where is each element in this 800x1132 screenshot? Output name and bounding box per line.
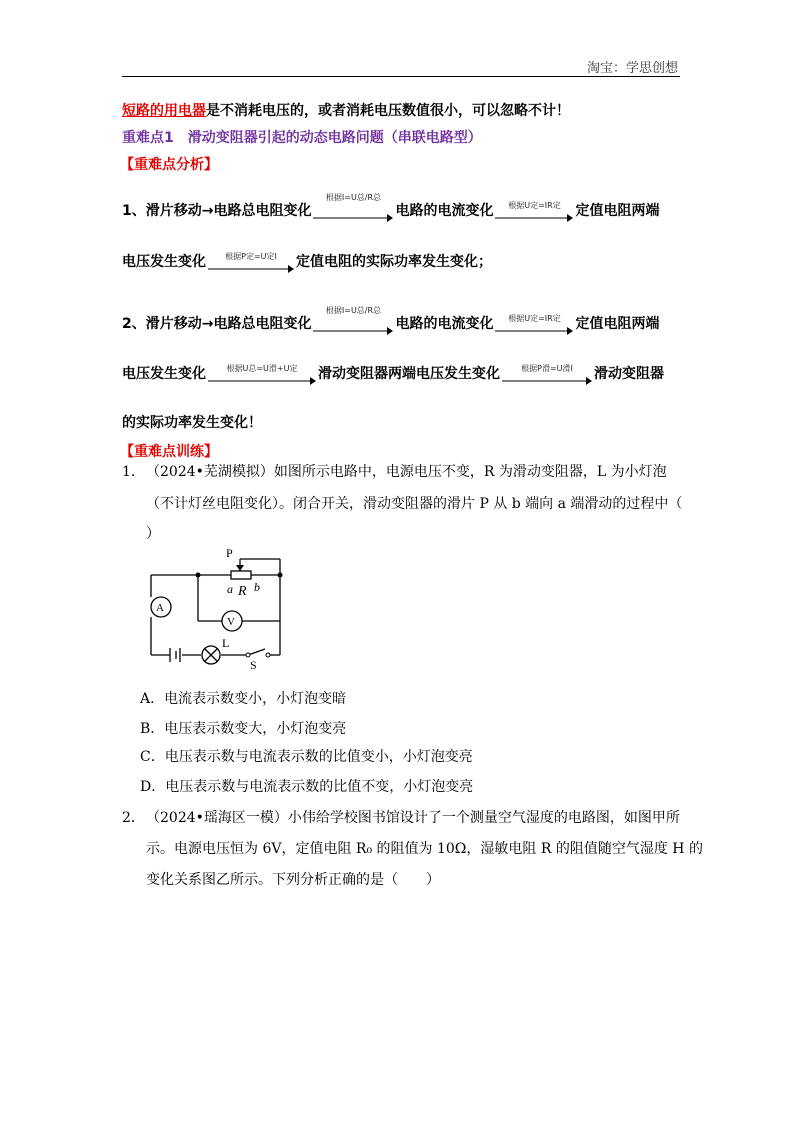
circuit-voltmeter-label: V — [227, 616, 235, 628]
chain1-arrow1-label: 根据I=U总/R总 — [325, 193, 382, 202]
q2-stem-line3: 变化关系图乙所示。下列分析正确的是（ ） — [146, 872, 440, 888]
chain2-arrow3 — [208, 359, 316, 389]
intro-line — [122, 100, 570, 120]
chain2-step2: 电路的电流变化 — [395, 316, 494, 332]
chain2-step4: 电压发生变化 — [122, 366, 206, 382]
circuit-label-R: R — [238, 584, 247, 599]
q1-option-d: D．电压表示数与电流表示数的比值不变，小灯泡变亮 — [140, 779, 474, 795]
training-heading: 【重难点训练】 — [120, 444, 218, 460]
chain1-step2: 电路的电流变化 — [395, 203, 494, 219]
chain2-arrow3-label: 根据U总=U滑+U定 — [226, 364, 298, 373]
chain1-arrow2 — [495, 196, 573, 226]
chain2-line2 — [122, 359, 664, 391]
circuit-lamp-label: L — [222, 636, 230, 650]
q1-option-a: A．电流表示数变小，小灯泡变暗 — [140, 691, 347, 707]
circuit-label-b: b — [254, 580, 260, 594]
chain2-line1 — [122, 306, 660, 341]
chain2-arrow1-label: 根据I=U总/R总 — [325, 306, 382, 315]
chain1-step4: 电压发生变化 — [122, 254, 206, 270]
circuit-ammeter-label: A — [156, 602, 164, 614]
q1-circuit-diagram — [130, 545, 300, 675]
chain1-step5: 定值电阻的实际功率发生变化； — [296, 254, 492, 270]
chain1-step1: 1、滑片移动→电路总电阻变化 — [122, 203, 312, 219]
q1-stem-line1: （2024•芜湖模拟）如图所示电路中，电源电压不变，R 为滑动变阻器，L 为小灯泡 — [146, 464, 667, 480]
chain2-step1: 2、滑片移动→电路总电阻变化 — [122, 316, 312, 332]
chain2-step5: 滑动变阻器两端电压发生变化 — [318, 366, 500, 382]
q1-option-b: B．电压表示数变大，小灯泡变亮 — [140, 721, 347, 737]
q1-number: 1． — [122, 464, 145, 480]
chain1-arrow2-label: 根据U定=IR定 — [508, 201, 561, 210]
circuit-label-a: a — [227, 582, 233, 596]
section-title: 重难点1 滑动变阻器引起的动态电路问题（串联电路型） — [122, 130, 482, 146]
chain2-arrow2 — [495, 309, 573, 339]
analysis-heading: 【重难点分析】 — [120, 157, 218, 173]
q2-stem-line1: （2024•瑶海区一模）小伟给学校图书馆设计了一个测量空气湿度的电路图，如图甲所 — [146, 810, 680, 826]
chain2-step3: 定值电阻两端 — [575, 316, 660, 332]
circuit-label-P: P — [226, 546, 233, 560]
q2-number: 2． — [122, 810, 145, 826]
chain2-step6: 滑动变阻器 — [594, 366, 664, 382]
header-shop-name: 淘宝：学思创想 — [586, 61, 678, 76]
chain2-line3: 的实际功率发生变化！ — [122, 415, 262, 431]
header-rule — [122, 76, 680, 77]
q1-stem-line3: ） — [146, 526, 160, 542]
q2-stem-line2: 示。电源电压恒为 6V，定值电阻 R₀ 的阻值为 10Ω，湿敏电阻 R 的阻值随空气湿度 H 的 — [146, 841, 703, 857]
chain2-arrow1 — [313, 306, 393, 339]
chain1-line2 — [122, 247, 492, 279]
chain1-arrow1 — [313, 193, 393, 226]
q1-option-c: C．电压表示数与电流表示数的比值变小，小灯泡变亮 — [140, 749, 473, 765]
chain1-arrow3-label: 根据P定=U定I — [225, 252, 277, 261]
chain1-step3: 定值电阻两端 — [575, 203, 660, 219]
circuit-switch-label: S — [250, 658, 257, 672]
chain1-arrow3 — [208, 247, 294, 277]
q1-stem-line2: （不计灯丝电阻变化）。闭合开关，滑动变阻器的滑片 P 从 b 端向 a 端滑动的过程中（ — [146, 496, 683, 512]
chain2-arrow4 — [502, 359, 592, 389]
intro-red-text: 短路的用电器 — [122, 103, 206, 119]
chain1-line1 — [122, 193, 660, 228]
chain2-arrow4-label: 根据P滑=U滑I — [521, 364, 573, 373]
intro-rest-text: 是不消耗电压的，或者消耗电压数值很小，可以忽略不计！ — [206, 103, 570, 119]
chain2-arrow2-label: 根据U定=IR定 — [508, 314, 561, 323]
